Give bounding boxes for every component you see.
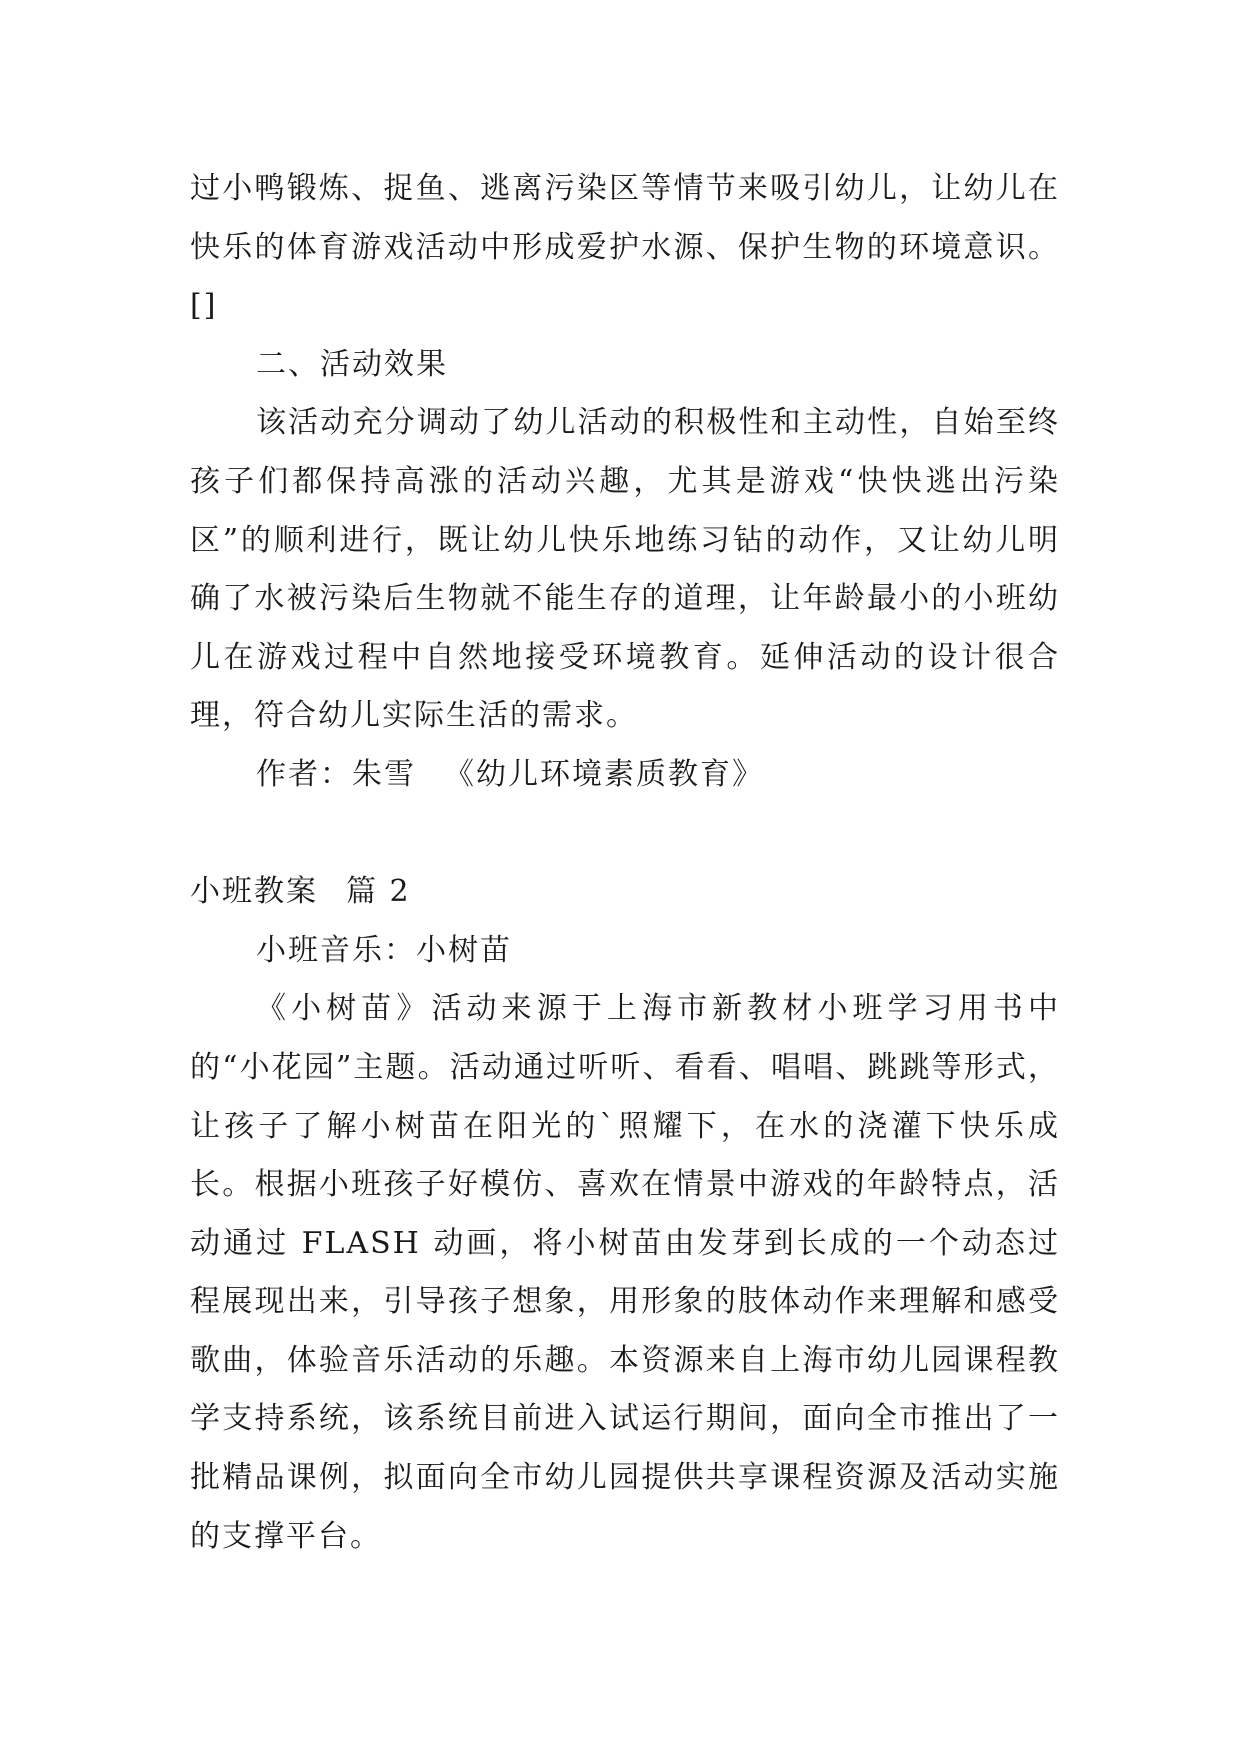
lesson-body-paragraph: 《小树苗》活动来源于上海市新教材小班学习用书中的“小花园”主题。活动通过听听、看看、唱唱、跳跳等形式，让孩子了解小树苗在阳光的`照耀下，在水的浇灌下快乐成长。根据小班孩子好模仿、喜欢在情景中游戏的年龄特点，活动通过 FLASH 动画，将小树苗由发芽到长成的一个动态过程展现出来，引导孩子想象，用形象的肢体动作来理解和感受歌曲，体验音乐活动的乐趣。本资源来自上海市幼儿园课程教学支持系统，该系统目前进入试运行期间，面向全市推出了一批精品课例，拟面向全市幼儿园提供共享课程资源及活动实施的支撑平台。 <box>190 991 1060 1554</box>
section-heading-activity-effect: 二、活动效果 <box>256 346 448 382</box>
lesson-plan-title <box>190 863 1060 922</box>
lesson-plan-title-text: 小班教案 <box>190 874 318 910</box>
document-body <box>190 160 1060 1566</box>
author-label: 作者：朱雪 <box>256 756 416 792</box>
lesson-plan-number: 篇 2 <box>346 874 411 910</box>
paragraph-continued: 过小鸭锻炼、捉鱼、逃离污染区等情节来吸引幼儿，让幼儿在快乐的体育游戏活动中形成爱护水源、保护生物的环境意识。[] <box>190 171 1060 324</box>
author-line <box>190 746 1060 805</box>
lesson-subtitle: 小班音乐：小树苗 <box>256 932 512 968</box>
author-source: 《幼儿环境素质教育》 <box>444 756 764 792</box>
paragraph-activity-effect: 该活动充分调动了幼儿活动的积极性和主动性，自始至终孩子们都保持高涨的活动兴趣，尤其是游戏“快快逃出污染区”的顺利进行，既让幼儿快乐地练习钻的动作，又让幼儿明确了水被污染后生物就不能生存的道理，让年龄最小的小班幼儿在游戏过程中自然地接受环境教育。延伸活动的设计很合理，符合幼儿实际生活的需求。 <box>190 405 1060 734</box>
